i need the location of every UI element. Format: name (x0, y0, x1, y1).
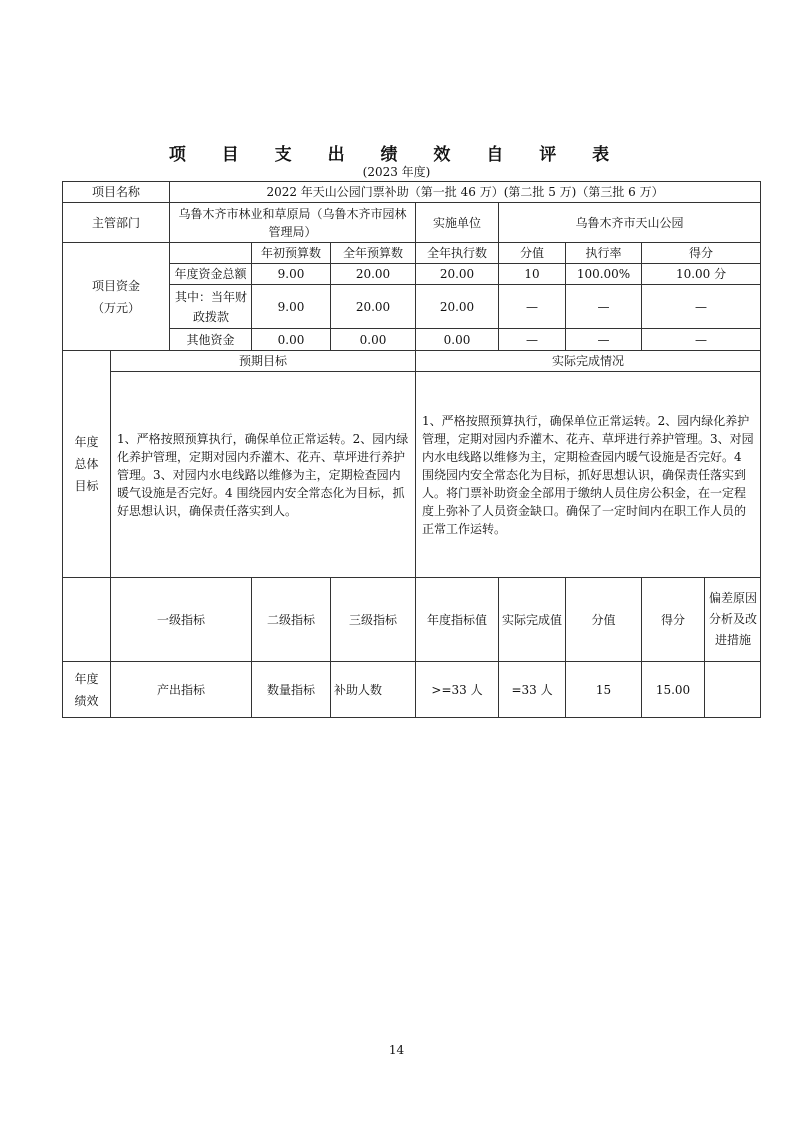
funds-cell: — (499, 285, 566, 329)
page-title: 项 目 支 出 绩 效 自 评 表 (168, 145, 625, 165)
performance-header: 年度指标值 (416, 578, 499, 662)
actual-completion-text: 1、严格按照预算执行，确保单位正常运转。2、园内绿化养护管理，定期对园内乔灌木、花卉、草坪进行养护管理。3、对园内水电线路以维修为主，定期检查园内暖气设施是否完好。4 围绕园内安全常态化为目标，抓好思想认识，确保责任落实到人。将门票补助资金全部用于缴纳人员住房公积金，在一定程度上弥补了人员资金缺口。确保了一定时间内在职工作人员的正常工作运转。 (416, 372, 761, 578)
funds-header: 年初预算数 (252, 243, 331, 264)
actual-completion-header: 实际完成情况 (416, 351, 761, 372)
self-evaluation-table (62, 181, 761, 718)
performance-cell: 数量指标 (252, 662, 331, 718)
performance-cell: 15.00 (642, 662, 705, 718)
performance-header: 偏差原因分析及改进措施 (705, 578, 761, 662)
funds-header: 执行率 (566, 243, 642, 264)
implementing-unit-label: 实施单位 (416, 203, 499, 243)
funds-cell: 0.00 (331, 329, 416, 351)
year-label: (2023 年度) (362, 165, 431, 179)
performance-header: 一级指标 (111, 578, 252, 662)
department-row (63, 203, 761, 243)
project-row (63, 182, 761, 203)
performance-cell: 产出指标 (111, 662, 252, 718)
funds-cell: 9.00 (252, 264, 331, 285)
funds-cell: 0.00 (416, 329, 499, 351)
goals-body-row (63, 372, 761, 578)
funds-cell: — (566, 285, 642, 329)
funds-label: 项目资金（万元） (63, 243, 170, 351)
funds-cell: 20.00 (416, 285, 499, 329)
funds-row-label: 其中：当年财政拨款 (170, 285, 252, 329)
funds-cell: 10 (499, 264, 566, 285)
implementing-unit-value: 乌鲁木齐市天山公园 (499, 203, 761, 243)
performance-row (63, 662, 761, 718)
funds-header-row (63, 243, 761, 264)
performance-cell (705, 662, 761, 718)
funds-cell: 100.00% (566, 264, 642, 285)
funds-row-label: 年度资金总额 (170, 264, 252, 285)
funds-header: 得分 (642, 243, 761, 264)
funds-cell: 10.00 分 (642, 264, 761, 285)
annual-performance-label: 年度绩效 (63, 662, 111, 718)
performance-header-blank (63, 578, 111, 662)
funds-row-label: 其他资金 (170, 329, 252, 351)
expected-goal-header: 预期目标 (111, 351, 416, 372)
funds-cell: 9.00 (252, 285, 331, 329)
funds-header: 分值 (499, 243, 566, 264)
performance-header: 实际完成值 (499, 578, 566, 662)
performance-cell: 15 (566, 662, 642, 718)
performance-header: 分值 (566, 578, 642, 662)
department-label: 主管部门 (63, 203, 170, 243)
expected-goal-text: 1、严格按照预算执行，确保单位正常运转。2、园内绿化养护管理，定期对园内乔灌木、花卉、草坪进行养护管理。3、对园内水电线路以维修为主，定期检查园内暖气设施是否完好。4 围绕园内安全常态化为目标，抓好思想认识，确保责任落实到人。 (111, 372, 416, 578)
performance-header: 得分 (642, 578, 705, 662)
goals-header-row (63, 351, 761, 372)
performance-cell: =33 人 (499, 662, 566, 718)
funds-header: 全年执行数 (416, 243, 499, 264)
project-name-label: 项目名称 (63, 182, 170, 203)
funds-cell: 0.00 (252, 329, 331, 351)
funds-cell: — (642, 285, 761, 329)
funds-cell: 20.00 (416, 264, 499, 285)
funds-cell: — (499, 329, 566, 351)
funds-header-blank (170, 243, 252, 264)
annual-goal-label: 年度总体目标 (63, 351, 111, 578)
page-number: 14 (388, 1043, 405, 1057)
funds-cell: — (642, 329, 761, 351)
funds-cell: 20.00 (331, 285, 416, 329)
performance-header-row (63, 578, 761, 662)
performance-cell: >=33 人 (416, 662, 499, 718)
performance-header: 二级指标 (252, 578, 331, 662)
project-name-value: 2022 年天山公园门票补助（第一批 46 万）(第二批 5 万)（第三批 6 万） (170, 182, 761, 203)
funds-cell: 20.00 (331, 264, 416, 285)
performance-header: 三级指标 (331, 578, 416, 662)
department-value: 乌鲁木齐市林业和草原局（乌鲁木齐市园林管理局） (170, 203, 416, 243)
performance-cell: 补助人数 (331, 662, 416, 718)
funds-cell: — (566, 329, 642, 351)
funds-header: 全年预算数 (331, 243, 416, 264)
